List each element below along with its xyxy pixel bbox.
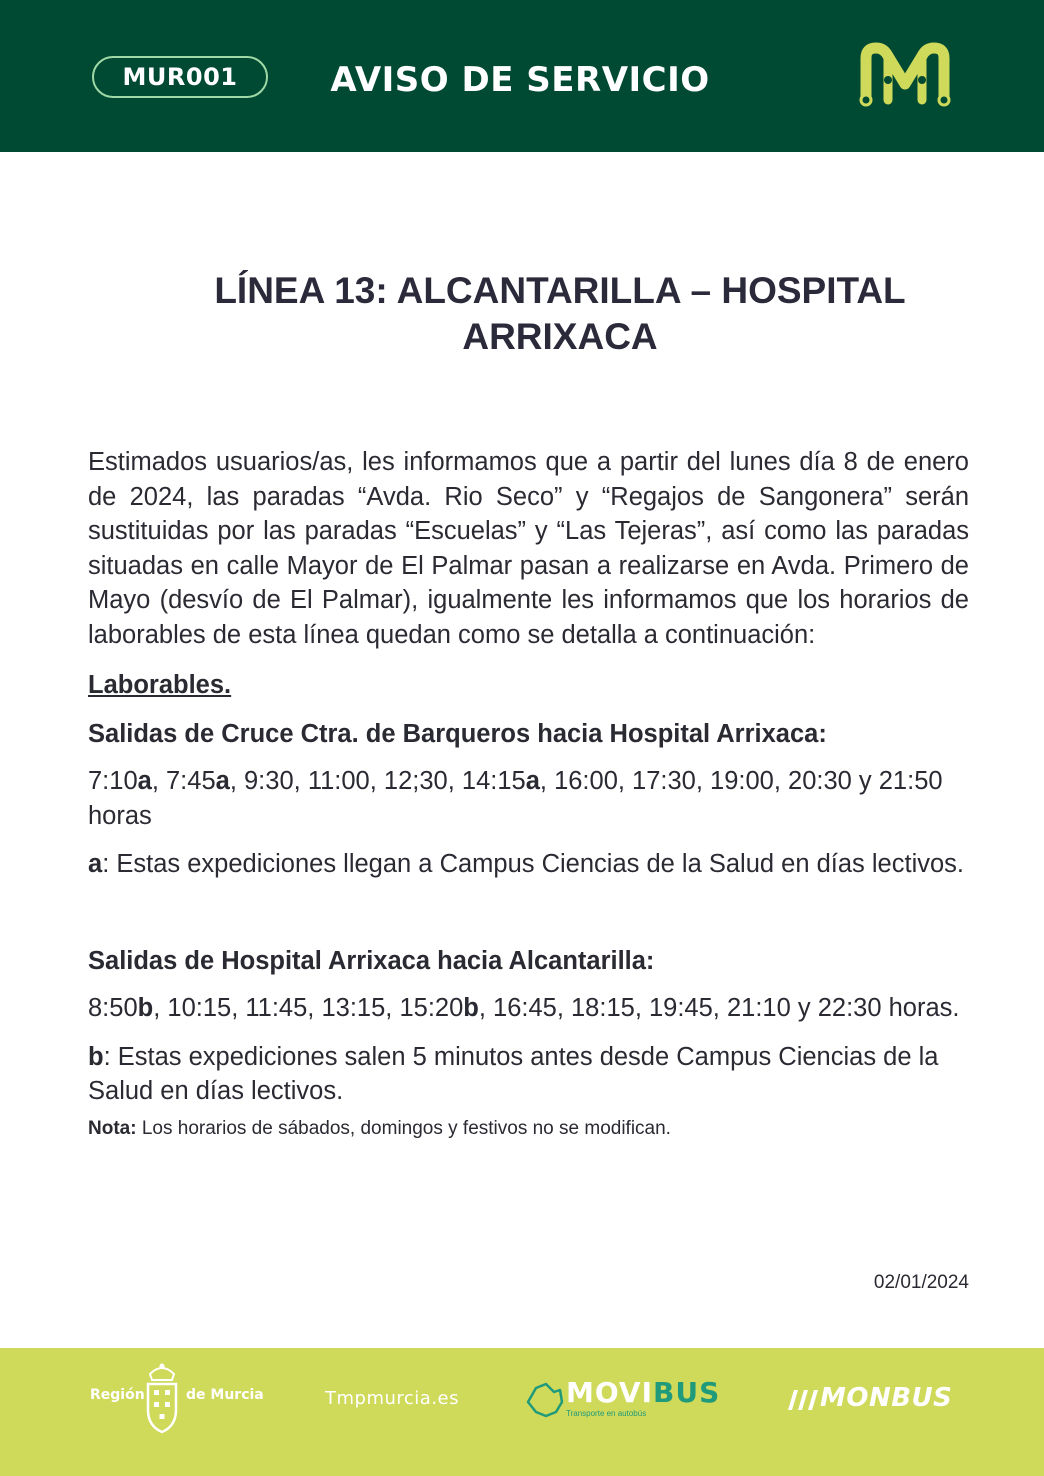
- inbound-note-text: : Estas expediciones salen 5 minutos antes desde Campus Ciencias de la Salud en días lectivos.: [88, 1042, 939, 1105]
- departure-time: 18:15: [571, 994, 635, 1022]
- outbound-note-key: a: [88, 850, 103, 878]
- notice-date: 02/01/2024: [873, 1272, 969, 1293]
- movibus-logo-movi: MOVI: [566, 1376, 654, 1409]
- departure-time: 7:45: [166, 767, 216, 795]
- departure-time: 21:10: [726, 994, 791, 1022]
- inbound-heading: Salidas de Hospital Arrixaca hacia Alcantarilla:: [88, 946, 655, 975]
- notice-body: [88, 445, 969, 1141]
- coat-of-arms-icon: [142, 1360, 182, 1436]
- departure-time: 10:15: [167, 994, 232, 1022]
- nota-label: Nota:: [88, 1117, 137, 1139]
- monbus-stripes-icon: [784, 1388, 818, 1412]
- departure-time: 11:45: [245, 994, 308, 1022]
- departure-time: 16:45: [493, 994, 557, 1022]
- departure-time: 21:50: [878, 767, 943, 795]
- departure-time: 17:30: [632, 767, 696, 795]
- departure-time-mark: a: [215, 767, 230, 795]
- departure-time: 22:30: [817, 994, 882, 1022]
- times-suffix: horas: [88, 801, 152, 830]
- monbus-logo: MONBUS: [820, 1383, 953, 1413]
- movibus-logo-bus: BUS: [653, 1376, 721, 1409]
- departure-time-mark: b: [463, 994, 479, 1022]
- departure-time: 11:00: [307, 767, 370, 795]
- outbound-times: 7:10a, 7:45a, 9:30, 11:00, 12;30, 14:15a, 16:00, 17:30, 19:00, 20:30 y 21:50 horas: [88, 767, 943, 830]
- line-title: [150, 268, 970, 360]
- departure-time-mark: a: [525, 767, 540, 795]
- departure-time: 8:50: [88, 994, 138, 1022]
- notice-code-badge: MUR001: [92, 56, 268, 98]
- m-network-logo-icon: [852, 40, 958, 110]
- nota: [88, 1117, 969, 1141]
- departure-time: 14:15: [461, 767, 526, 795]
- departure-time: 20:30: [788, 767, 852, 795]
- departure-time: 19:45: [648, 994, 713, 1022]
- region-label-left: Región: [90, 1387, 145, 1403]
- nota-text: Los horarios de sábados, domingos y festivos no se modifican.: [136, 1117, 671, 1139]
- departure-time-mark: b: [137, 994, 154, 1022]
- notice-title: AVISO DE SERVICIO: [330, 60, 710, 100]
- inbound-note-key: b: [88, 1042, 104, 1071]
- departure-time-mark: a: [137, 767, 152, 795]
- departure-time: 12;30: [383, 767, 448, 795]
- times-suffix: horas.: [888, 994, 960, 1022]
- departure-time: 13:15: [321, 994, 386, 1022]
- departure-time: 19:00: [710, 767, 774, 795]
- movibus-subtitle: Transporte en autobús: [566, 1409, 647, 1418]
- section-label: Laborables.: [88, 671, 232, 699]
- inbound-times: 8:50b, 10:15, 11:45, 13:15, 15:20b, 16:45, 18:15, 19:45, 21:10 y 22:30 horas.: [88, 994, 960, 1022]
- line-title-row-1: LÍNEA 13: ALCANTARILLA – HOSPITAL: [214, 270, 906, 311]
- departure-time: 16:00: [554, 767, 618, 795]
- departure-time: 15:20: [399, 994, 464, 1022]
- inbound-note: [88, 1040, 969, 1109]
- outbound-note-text: : Estas expediciones llegan a Campus Ciencias de la Salud en días lectivos.: [102, 850, 965, 878]
- outbound-heading: Salidas de Cruce Ctra. de Barqueros hacia Hospital Arrixaca:: [88, 719, 827, 748]
- intro-paragraph: Estimados usuarios/as, les informamos que a partir del lunes día 8 de enero de 2024, las paradas “Avda. Rio Seco” y “Regajos de Sangonera” serán sustituidas por las paradas “Escuelas” y “Las Tejeras”, así como las paradas situadas en calle Mayor de El Palmar pasan a realizarse en Avda. Primero de Mayo (desvío de El Palmar), igualmente les informamos que los horarios de laborables de esta línea quedan como se detalla a continuación:: [88, 448, 969, 649]
- website-link[interactable]: Tmpmurcia.es: [325, 1388, 460, 1409]
- line-title-row-2: ARRIXACA: [462, 316, 658, 357]
- region-label-right: de Murcia: [186, 1387, 264, 1403]
- outbound-note: [88, 847, 969, 882]
- departure-time: 9:30: [244, 767, 294, 795]
- movibus-logo: [566, 1376, 720, 1409]
- departure-time: 7:10: [88, 767, 138, 795]
